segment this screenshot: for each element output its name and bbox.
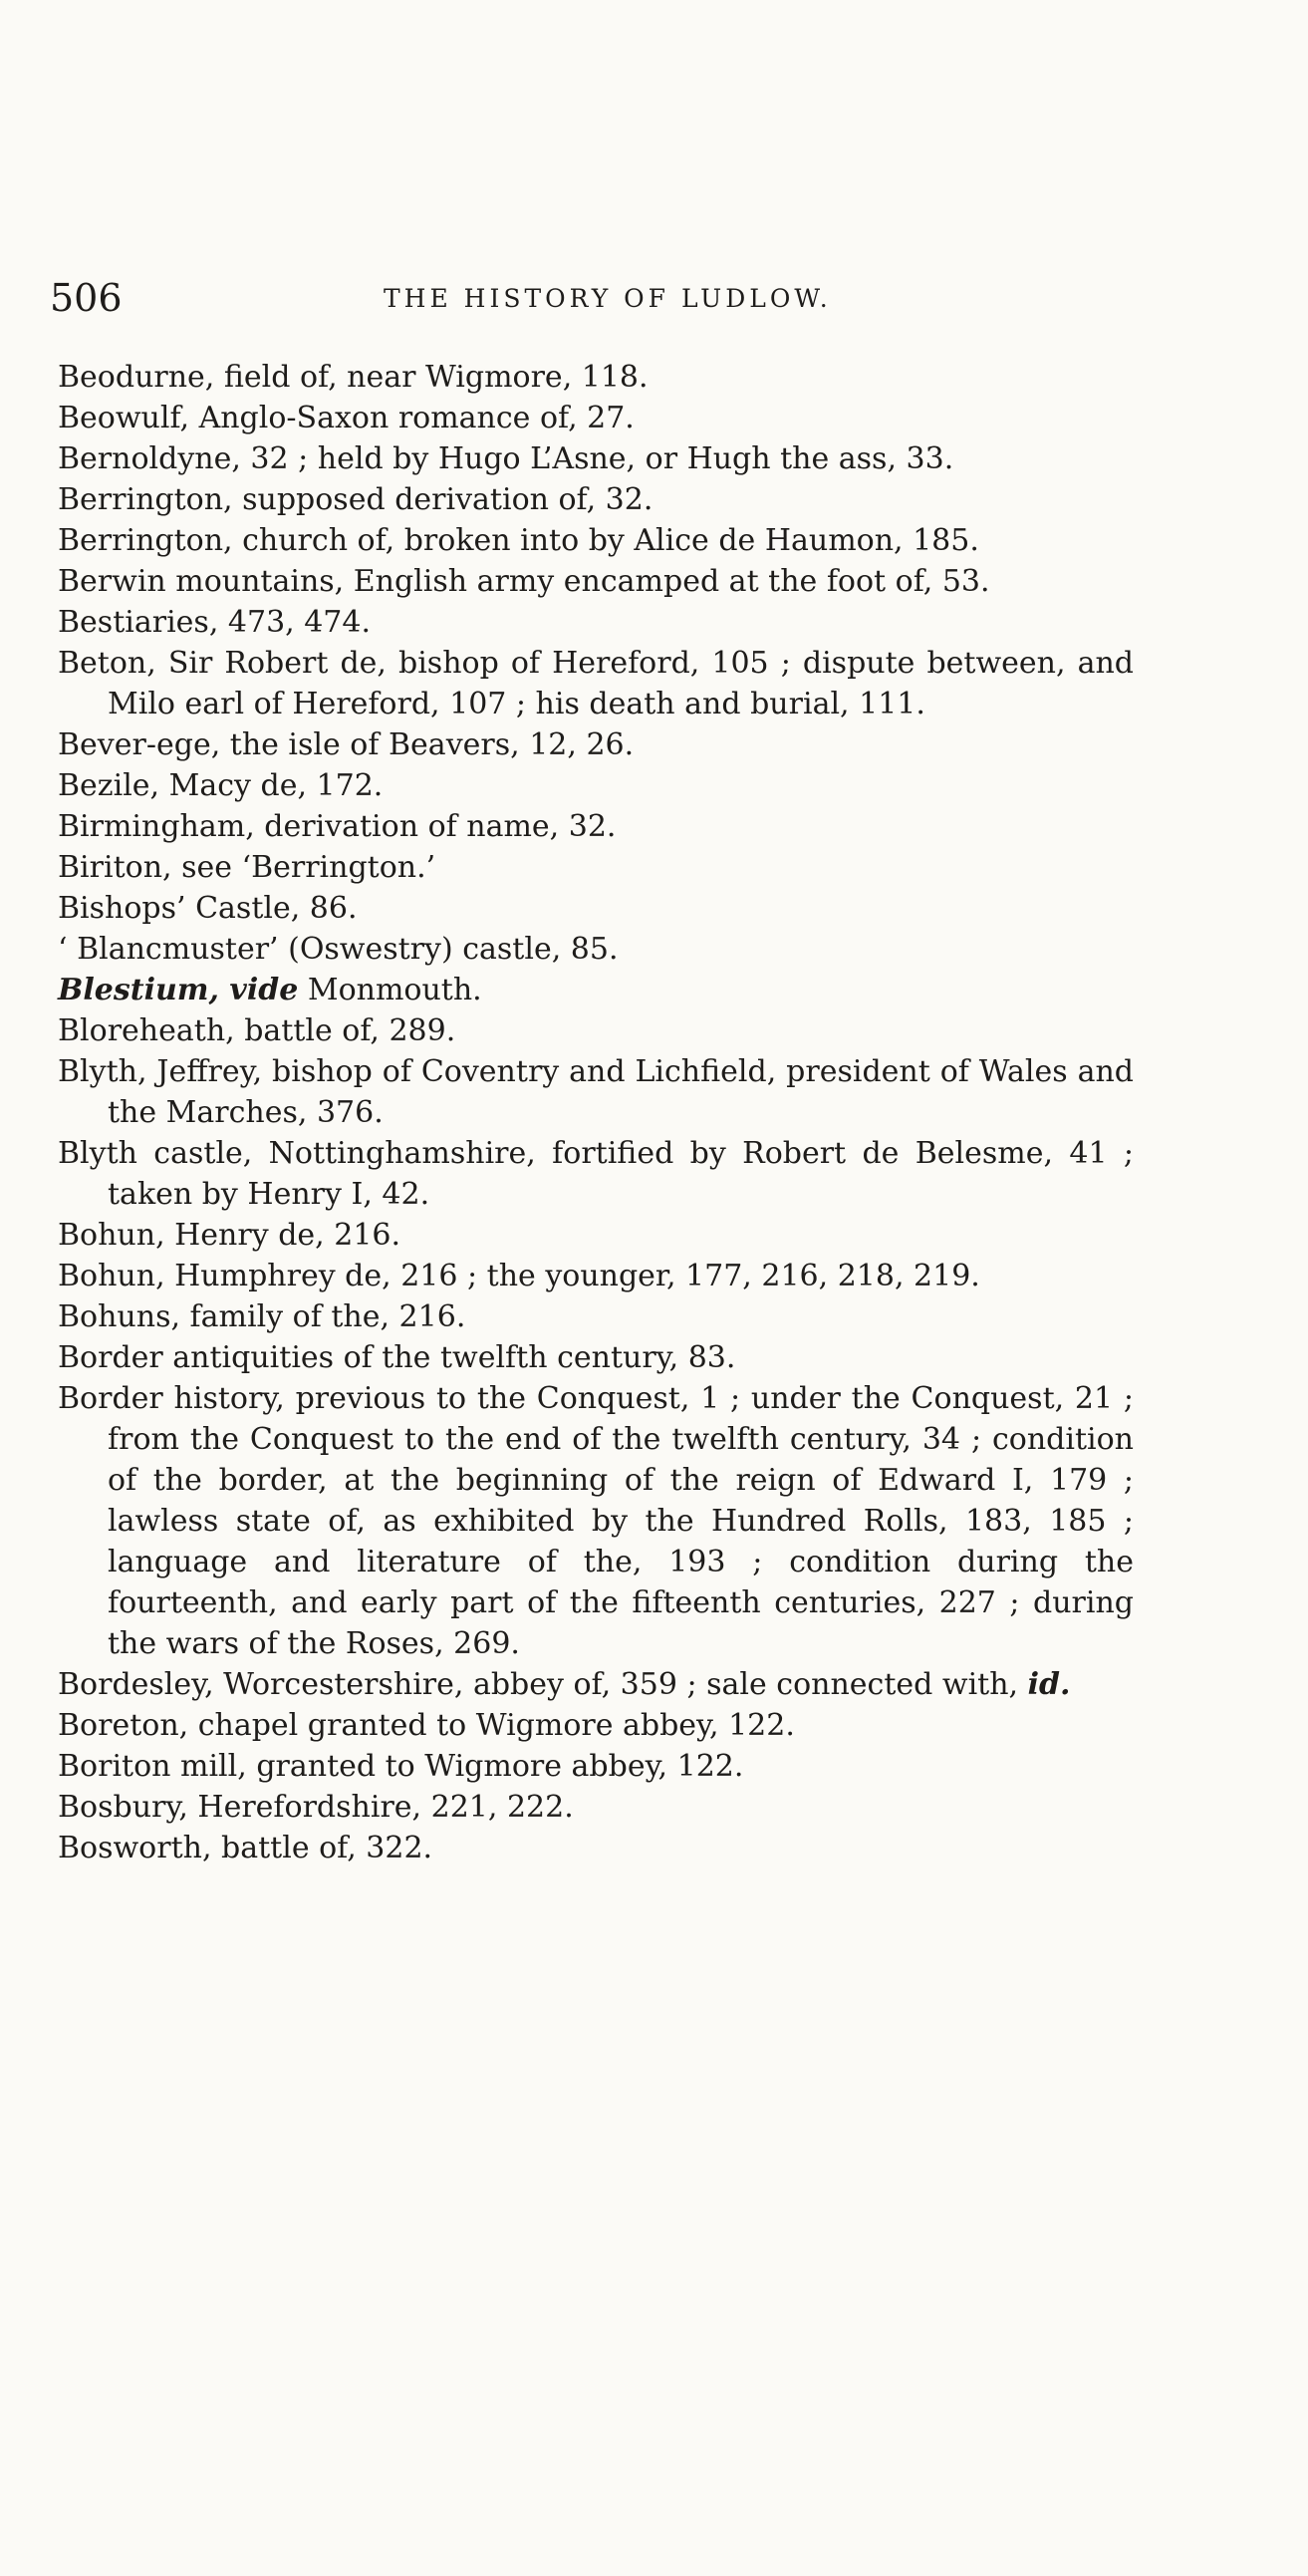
index-entry: Boreton, chapel granted to Wigmore abbey, 122. — [58, 1708, 795, 1743]
index-list — [58, 357, 1134, 1868]
index-entry: Beodurne, field of, near Wigmore, 118. — [58, 360, 649, 395]
index-entry: Bohun, Henry de, 216. — [58, 1218, 401, 1253]
index-entry-text: Monmouth. — [307, 973, 482, 1007]
index-entry: Bishops’ Castle, 86. — [58, 891, 358, 926]
index-entry: ‘ Blancmuster’ (Oswestry) castle, 85. — [58, 932, 619, 967]
index-entry: Beton, Sir Robert de, bishop of Hereford, 105 ; dispute between, and Milo earl of Hereford, 107 ; his death and burial, 111. — [58, 646, 1134, 721]
page-number: 506 — [50, 276, 123, 320]
index-entry: Bestiaries, 473, 474. — [58, 605, 372, 640]
italic-term: id. — [1027, 1667, 1071, 1702]
running-title: THE HISTORY OF LUDLOW. — [384, 284, 832, 313]
index-entry: Beowulf, Anglo-Saxon romance of, 27. — [58, 401, 635, 435]
index-entry: Border antiquities of the twelfth century, 83. — [58, 1340, 736, 1375]
index-entry: Bezile, Macy de, 172. — [58, 768, 384, 803]
index-entry: Biriton, see ‘Berrington.’ — [58, 850, 436, 885]
index-entry: Berrington, supposed derivation of, 32. — [58, 482, 654, 517]
index-entry: Bosworth, battle of, 322. — [58, 1831, 433, 1865]
index-entry: Bohuns, family of the, 216. — [58, 1299, 466, 1334]
index-entry: Birmingham, derivation of name, 32. — [58, 809, 617, 844]
index-entry: Blyth, Jeffrey, bishop of Coventry and Lichfield, president of Wales and the Marches, 376. — [58, 1054, 1134, 1130]
index-entry: Blyth castle, Nottinghamshire, fortified by Robert de Belesme, 41 ; taken by Henry I, 42. — [58, 1136, 1134, 1212]
index-entry-bordesley — [58, 1664, 1134, 1705]
index-entry: Border history, previous to the Conquest, 1 ; under the Conquest, 21 ; from the Conquest to the end of the twelfth century, 34 ; condition of the border, at the beginning of the reign of Edward I, 179 ; lawless state of, as exhibited by the Hundred Rolls, 183, 185 ; language and literature of the, 193 ; condition during the fourteenth, and early part of the fifteenth centuries, 227 ; during the wars of the Roses, 269. — [58, 1381, 1134, 1661]
index-entry: Berrington, church of, broken into by Alice de Haumon, 185. — [58, 523, 979, 558]
index-entry: Berwin mountains, English army encamped at the foot of, 53. — [58, 564, 990, 599]
italic-term: Blestium, vide — [58, 973, 299, 1007]
index-entry: Bever-ege, the isle of Beavers, 12, 26. — [58, 727, 635, 762]
index-entry-blestium — [58, 970, 1134, 1010]
index-entry: Bosbury, Herefordshire, 221, 222. — [58, 1790, 574, 1825]
index-entry: Bloreheath, battle of, 289. — [58, 1013, 456, 1048]
index-entry: Bohun, Humphrey de, 216 ; the younger, 177, 216, 218, 219. — [58, 1259, 980, 1293]
index-entry-text: Bordesley, Worcestershire, abbey of, 359 ; sale connected with, — [58, 1667, 1019, 1702]
index-entry: Boriton mill, granted to Wigmore abbey, 122. — [58, 1749, 744, 1784]
index-entry: Bernoldyne, 32 ; held by Hugo L’Asne, or Hugh the ass, 33. — [58, 441, 954, 476]
